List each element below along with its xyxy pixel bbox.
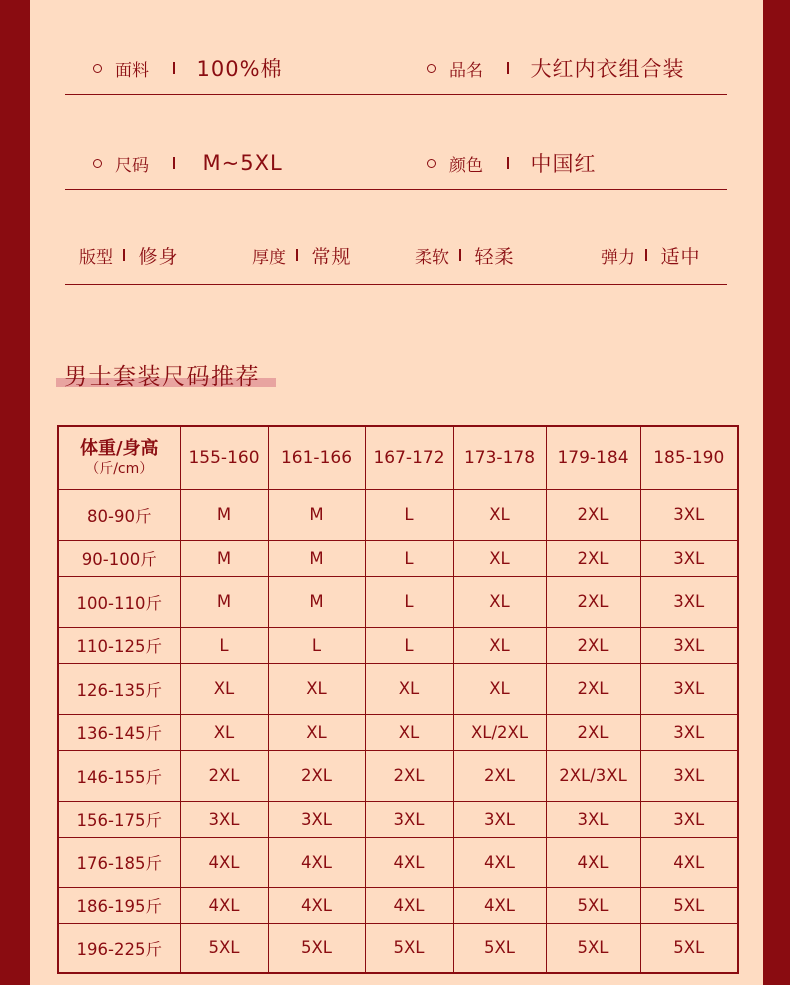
size-cell: M: [268, 540, 365, 576]
separator: [173, 62, 175, 74]
size-cell: XL/2XL: [453, 714, 546, 750]
weight-range-cell: 146-155斤: [58, 750, 180, 801]
column-header: 179-184: [546, 426, 640, 489]
size-cell: 4XL: [268, 837, 365, 887]
size-cell: 5XL: [268, 923, 365, 973]
size-cell: XL: [453, 663, 546, 714]
size-cell: 3XL: [180, 801, 268, 837]
size-cell: 5XL: [453, 923, 546, 973]
table-row: [58, 576, 738, 627]
size-cell: 3XL: [640, 489, 738, 540]
table-row: [58, 801, 738, 837]
size-cell: XL: [268, 714, 365, 750]
size-cell: 5XL: [546, 923, 640, 973]
weight-range-cell: 136-145斤: [58, 714, 180, 750]
size-cell: 5XL: [640, 923, 738, 973]
size-cell: 4XL: [453, 887, 546, 923]
spec-size-value: M~5XL: [202, 151, 283, 175]
spec-row-3: [65, 230, 727, 285]
circle-bullet-icon: [427, 64, 436, 73]
column-header: 155-160: [180, 426, 268, 489]
size-cell: 4XL: [640, 837, 738, 887]
spec-color-value: 中国红: [530, 152, 597, 176]
spec-fit-label: 版型: [79, 247, 113, 268]
size-cell: 3XL: [546, 801, 640, 837]
spec-row-2: [65, 135, 727, 190]
size-cell: M: [180, 489, 268, 540]
size-cell: M: [180, 576, 268, 627]
size-cell: 2XL/3XL: [546, 750, 640, 801]
weight-range-cell: 90-100斤: [58, 540, 180, 576]
table-corner-cell: [58, 426, 180, 489]
size-cell: XL: [453, 627, 546, 663]
size-cell: 2XL: [546, 489, 640, 540]
spec-elasticity: [601, 240, 701, 270]
size-cell: 3XL: [640, 750, 738, 801]
size-cell: XL: [180, 663, 268, 714]
weight-range-cell: 196-225斤: [58, 923, 180, 973]
size-cell: 3XL: [640, 576, 738, 627]
spec-name-value: 大红内衣组合装: [530, 57, 685, 81]
size-cell: M: [268, 576, 365, 627]
size-cell: XL: [365, 663, 453, 714]
corner-main-label: 体重/身高: [79, 437, 159, 459]
table-header-row: [58, 426, 738, 489]
spec-fabric-label: 面料: [115, 60, 149, 81]
size-cell: 4XL: [546, 837, 640, 887]
separator: [123, 249, 125, 261]
size-cell: XL: [180, 714, 268, 750]
spec-thickness: [252, 240, 352, 270]
spec-size: [93, 148, 283, 178]
separator: [459, 249, 461, 261]
size-cell: 4XL: [453, 837, 546, 887]
size-cell: L: [365, 576, 453, 627]
size-cell: 3XL: [640, 801, 738, 837]
spec-name: [427, 53, 685, 83]
spec-softness-label: 柔软: [415, 247, 449, 268]
size-cell: 4XL: [180, 887, 268, 923]
size-cell: XL: [453, 489, 546, 540]
table-row: [58, 489, 738, 540]
spec-elasticity-value: 适中: [660, 245, 701, 268]
size-cell: XL: [268, 663, 365, 714]
weight-range-cell: 156-175斤: [58, 801, 180, 837]
size-cell: 2XL: [546, 714, 640, 750]
size-cell: 3XL: [640, 714, 738, 750]
size-cell: XL: [365, 714, 453, 750]
size-cell: XL: [453, 540, 546, 576]
table-row: [58, 627, 738, 663]
size-cell: L: [365, 627, 453, 663]
size-cell: 3XL: [640, 540, 738, 576]
size-cell: 2XL: [268, 750, 365, 801]
size-cell: XL: [453, 576, 546, 627]
size-cell: 5XL: [640, 887, 738, 923]
separator: [173, 157, 175, 169]
size-cell: 5XL: [365, 923, 453, 973]
spec-fabric-value: 100%棉: [196, 57, 283, 81]
table-row: [58, 837, 738, 887]
spec-elasticity-label: 弹力: [601, 247, 635, 268]
spec-color: [427, 148, 597, 178]
size-cell: 3XL: [453, 801, 546, 837]
weight-range-cell: 176-185斤: [58, 837, 180, 887]
size-cell: 2XL: [546, 576, 640, 627]
size-recommendation-table: [57, 425, 739, 974]
size-cell: 5XL: [180, 923, 268, 973]
column-header: 185-190: [640, 426, 738, 489]
size-cell: 2XL: [180, 750, 268, 801]
spec-size-label: 尺码: [115, 155, 149, 176]
size-cell: M: [180, 540, 268, 576]
separator: [645, 249, 647, 261]
column-header: 167-172: [365, 426, 453, 489]
column-header: 173-178: [453, 426, 546, 489]
spec-name-label: 品名: [449, 60, 483, 81]
circle-bullet-icon: [427, 159, 436, 168]
table-row: [58, 887, 738, 923]
weight-range-cell: 100-110斤: [58, 576, 180, 627]
table-row: [58, 540, 738, 576]
weight-range-cell: 126-135斤: [58, 663, 180, 714]
spec-thickness-label: 厚度: [252, 247, 286, 268]
column-header: 161-166: [268, 426, 365, 489]
spec-color-label: 颜色: [449, 155, 483, 176]
size-cell: 3XL: [365, 801, 453, 837]
separator: [507, 157, 509, 169]
size-cell: 3XL: [268, 801, 365, 837]
size-cell: 2XL: [546, 627, 640, 663]
size-cell: 3XL: [640, 663, 738, 714]
size-cell: 2XL: [453, 750, 546, 801]
spec-fit: [79, 240, 179, 270]
spec-thickness-value: 常规: [311, 245, 352, 268]
circle-bullet-icon: [93, 159, 102, 168]
size-cell: M: [268, 489, 365, 540]
weight-range-cell: 110-125斤: [58, 627, 180, 663]
spec-row-1: [65, 40, 727, 95]
size-cell: 4XL: [268, 887, 365, 923]
content-panel: [30, 0, 763, 985]
section-title: 男士套装尺码推荐: [64, 364, 260, 390]
table-row: [58, 923, 738, 973]
separator: [296, 249, 298, 261]
size-cell: 5XL: [546, 887, 640, 923]
corner-sub-label: （斤/cm）: [85, 460, 154, 477]
spec-softness-value: 轻柔: [474, 245, 515, 268]
size-cell: L: [365, 489, 453, 540]
size-cell: L: [268, 627, 365, 663]
table-row: [58, 663, 738, 714]
weight-range-cell: 80-90斤: [58, 489, 180, 540]
size-cell: 2XL: [546, 540, 640, 576]
separator: [507, 62, 509, 74]
spec-fabric: [93, 53, 283, 83]
spec-fit-value: 修身: [138, 245, 179, 268]
size-cell: L: [180, 627, 268, 663]
size-cell: 4XL: [365, 837, 453, 887]
size-cell: 2XL: [365, 750, 453, 801]
size-cell: 4XL: [365, 887, 453, 923]
size-cell: L: [365, 540, 453, 576]
table-row: [58, 714, 738, 750]
weight-range-cell: 186-195斤: [58, 887, 180, 923]
spec-softness: [415, 240, 515, 270]
table-row: [58, 750, 738, 801]
size-cell: 3XL: [640, 627, 738, 663]
circle-bullet-icon: [93, 64, 102, 73]
size-cell: 4XL: [180, 837, 268, 887]
size-cell: 2XL: [546, 663, 640, 714]
